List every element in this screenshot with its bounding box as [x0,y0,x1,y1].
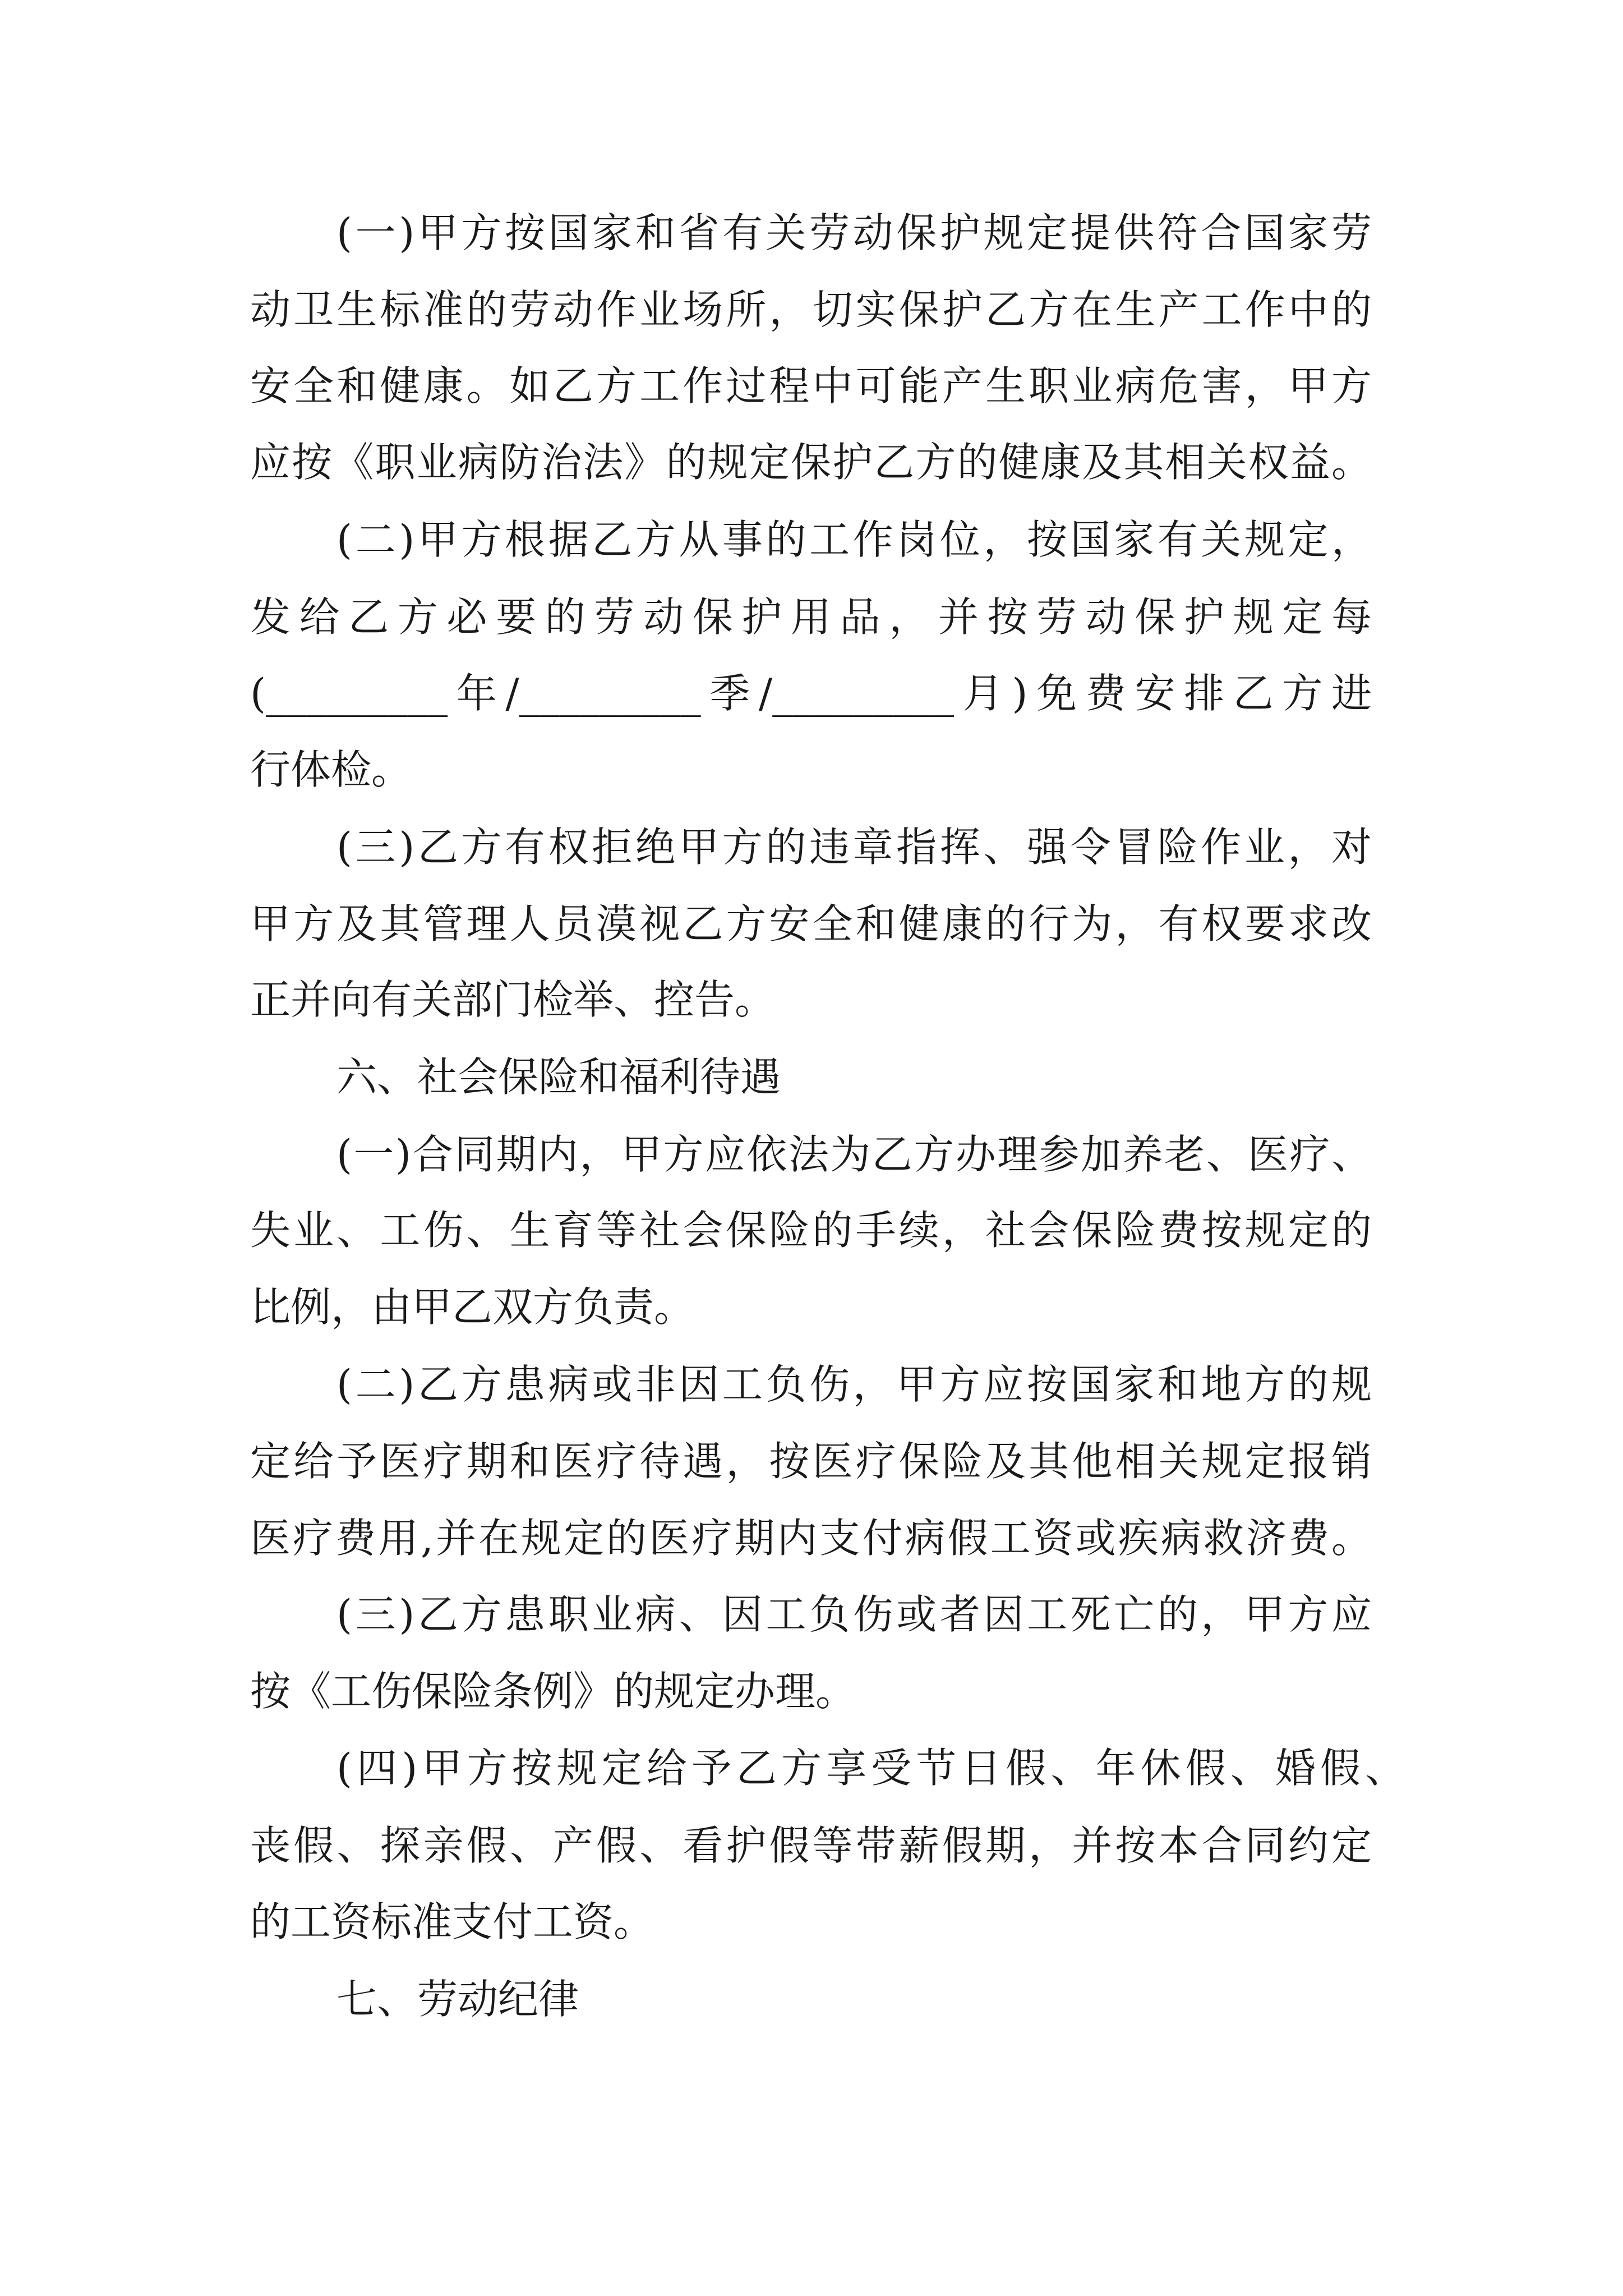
text-line: 动卫生标准的劳动作业场所，切实保护乙方在生产工作中的 [250,286,1372,333]
text-line: 丧假、探亲假、产假、看护假等带薪假期，并按本合同约定 [250,1822,1372,1869]
text-line: (_________年/_________季/_________月)免费安排乙方进 [250,670,1372,717]
text-line: (一)合同期内，甲方应依法为乙方办理参加养老、医疗、 [336,1131,1372,1178]
text-line: 按《工伤保险条例》的规定办理。 [250,1668,856,1715]
text-line: 甲方及其管理人员漠视乙方安全和健康的行为，有权要求改 [250,900,1372,947]
text-line: (三)乙方患职业病、因工负伤或者因工死亡的，甲方应 [336,1591,1372,1638]
section-heading: 七、劳动纪律 [336,1976,579,2023]
text-line: 发给乙方必要的劳动保护用品，并按劳动保护规定每 [250,593,1372,641]
text-line: 定给予医疗期和医疗待遇，按医疗保险及其他相关规定报销 [250,1438,1372,1485]
text-line: 的工资标准支付工资。 [250,1898,654,1945]
text-line: 医疗费用,并在规定的医疗期内支付病假工资或疾病救济费。 [250,1515,1372,1562]
text-line: 失业、工伤、生育等社会保险的手续，社会保险费按规定的 [250,1207,1372,1254]
text-line: 行体检。 [250,746,412,793]
text-line: (三)乙方有权拒绝甲方的违章指挥、强令冒险作业，对 [336,823,1372,871]
text-line: (一)甲方按国家和省有关劳动保护规定提供符合国家劳 [336,209,1372,256]
text-line: (二)乙方患病或非因工负伤，甲方应按国家和地方的规 [336,1361,1372,1408]
text-line: 应按《职业病防治法》的规定保护乙方的健康及其相关权益。 [250,439,1372,486]
text-line: 安全和健康。如乙方工作过程中可能产生职业病危害，甲方 [250,362,1372,409]
text-line: 正并向有关部门检举、控告。 [250,976,776,1023]
text-line: 比例，由甲乙双方负责。 [250,1283,695,1331]
section-heading: 六、社会保险和福利待遇 [336,1053,781,1101]
text-line: (四)甲方按规定给予乙方享受节日假、年休假、婚假、 [336,1745,1405,1792]
text-line: (二)甲方根据乙方从事的工作岗位，按国家有关规定， [336,516,1372,563]
